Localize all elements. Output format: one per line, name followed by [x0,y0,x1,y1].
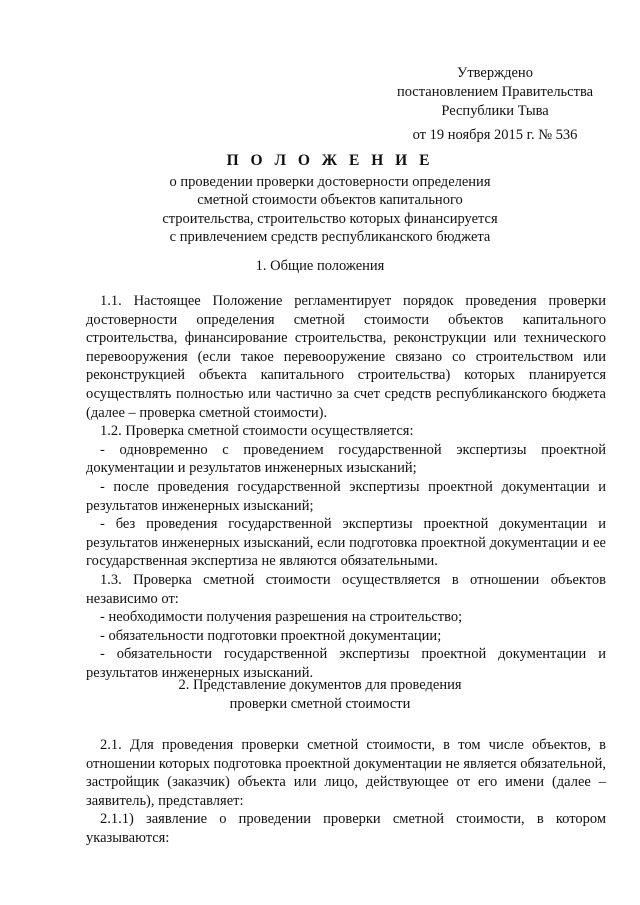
approval-date: от 19 ноября 2015 г. № 536 [412,127,578,143]
section-2-heading-line-2: проверки сметной стоимости [229,696,411,712]
paragraph-1-2: 1.2. Проверка сметной стоимости осуществляется: [100,423,414,440]
approval-line-3: Республики Тыва [441,103,549,119]
section-2-body [86,736,606,848]
list-item-1-2-a: - одновременно с проведением государственной экспертизы проектной документации и результатов инженерных изысканий; [86,441,606,477]
title-subtitle-2: сметной стоимости объектов капитального [197,192,463,208]
title-subtitle-4: с привлечением средств республиканского бюджета [169,229,491,245]
list-item-1-3-c: - обязательности государственной экспертизы проектной документации и результатов инженерных изысканий. [86,646,606,681]
list-item-1-2-b: - после проведения государственной экспертизы проектной документации и результатов инженерных изысканий; [86,478,606,514]
list-item-1-3-b: - обязательности подготовки проектной документации; [100,627,442,644]
list-item-1-2-c: - без проведения государственной экспертизы проектной документации и результатов инженерных изысканий, если подготовка проектной документации и ее государственная экспертиза не являются обязательными. [86,516,606,570]
paragraph-2-1-1: 2.1.1) заявление о проведении проверки сметной стоимости, в котором указываются: [86,811,606,846]
approval-stamp [380,64,610,145]
approval-line-2: постановлением Правительства [396,84,594,100]
approval-line-1: Утверждено [457,65,533,81]
title-subtitle-3: строительства, строительство которых финансируется [162,210,498,227]
paragraph-1-3: 1.3. Проверка сметной стоимости осуществляется в отношении объектов независимо от: [86,571,606,607]
section-1-heading: 1. Общие положения [255,258,385,274]
paragraph-1-1: 1.1. Настоящее Положение регламентирует порядок проведения проверки достоверности определения сметной стоимости объектов капитального строительства, финансирование строительства, реконструкции или технического перевооружения (если такое перевооружение связано со строительством или реконструкцией объекта капитального строительства) которых планируется осуществлять полностью или частично за счет средств республиканского бюджета (далее – проверка сметной стоимости). [86,293,606,421]
paragraph-2-1: 2.1. Для проведения проверки сметной стоимости, в том числе объектов, в отношении которых подготовка проектной документации не является обязательной, застройщик (заказчик) объекта или лицо, действующее от его имени (далее – заявитель), представляет: [86,737,606,809]
title-subtitle-1: о проведении проверки достоверности определения [169,173,491,190]
section-2-heading [0,676,640,714]
section-2-heading-line-1: 2. Представление документов для проведения [178,677,462,693]
section-1-body [86,292,606,682]
document-title [95,152,565,247]
list-item-1-3-a: - необходимости получения разрешения на строительство; [100,609,463,626]
title-main: П О Л О Ж Е Н И Е [226,152,434,169]
